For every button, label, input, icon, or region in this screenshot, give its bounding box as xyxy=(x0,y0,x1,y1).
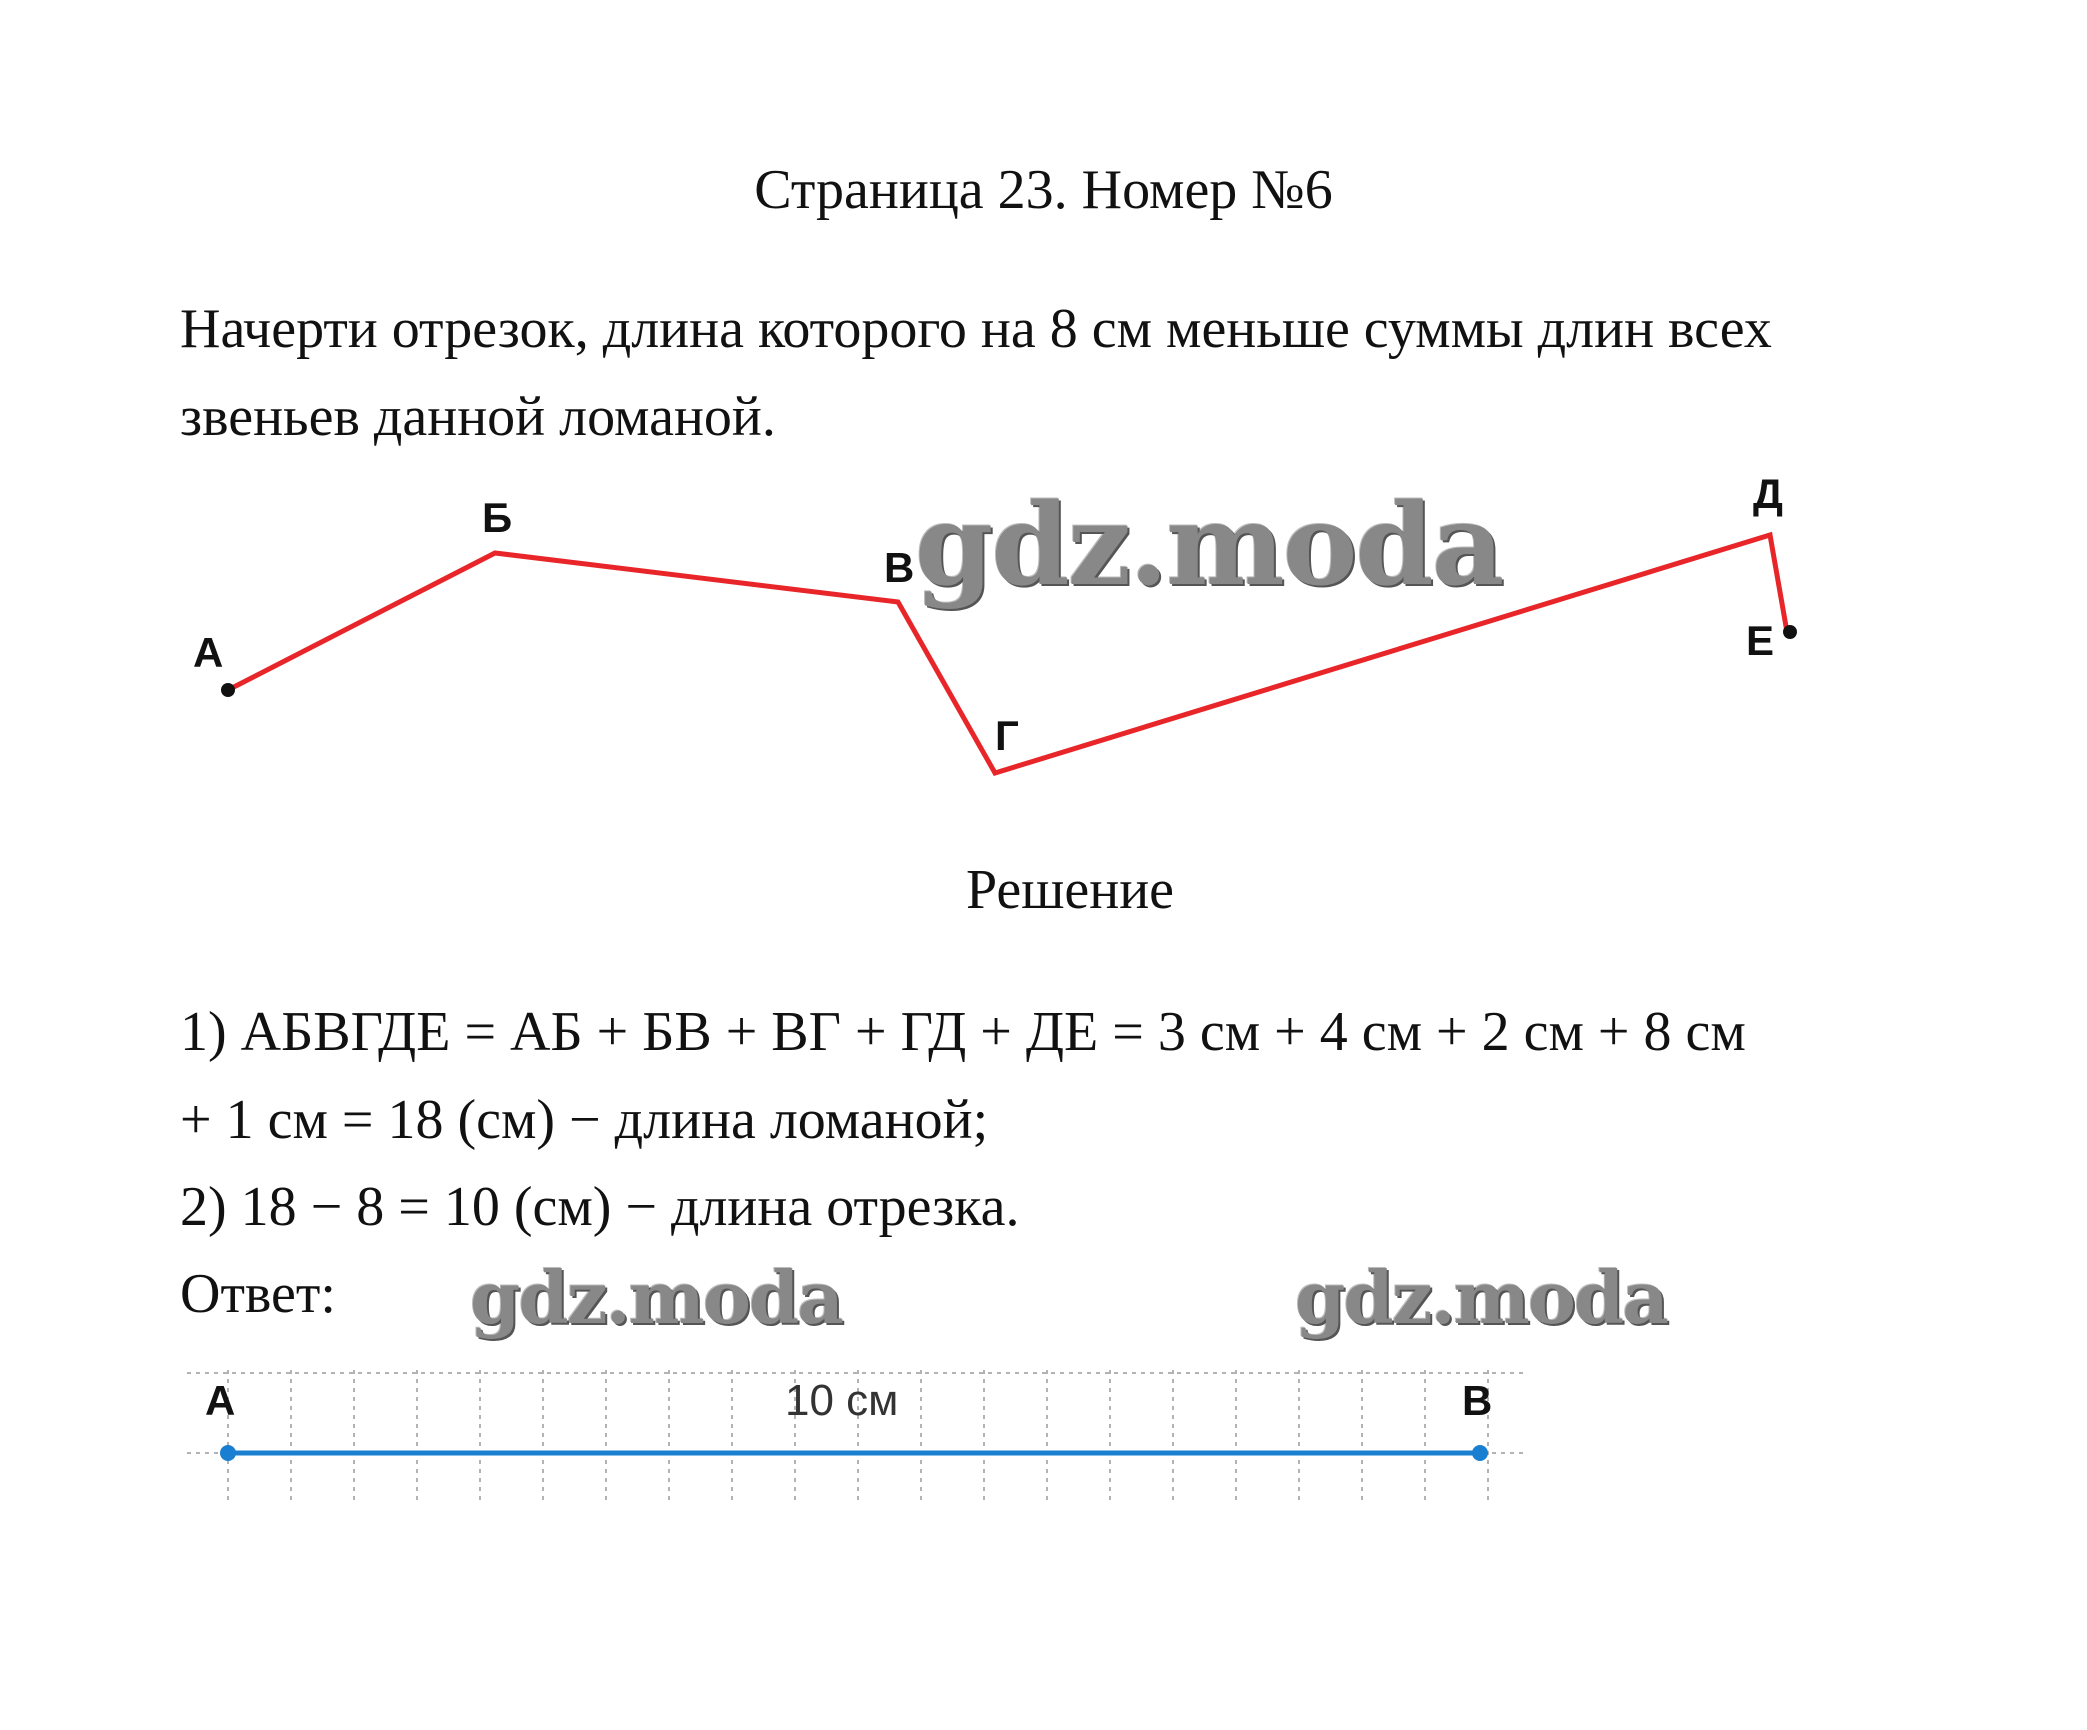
watermark-left: gdz.moda xyxy=(470,1255,842,1340)
watermark-right: gdz.moda xyxy=(1295,1255,1667,1340)
watermark-top: gdz.moda xyxy=(915,480,1503,611)
answer-segment-figure xyxy=(0,1360,1560,1560)
segment-start-point xyxy=(220,1445,236,1461)
label-b: Б xyxy=(482,494,513,541)
segment-end-point xyxy=(1472,1445,1488,1461)
label-a: А xyxy=(193,629,224,676)
label-d: Д xyxy=(1753,470,1783,517)
point-e-dot xyxy=(1783,625,1797,639)
page-title: Страница 23. Номер №6 xyxy=(754,159,1333,221)
solution-line-1: 1) АБВГДЕ = АБ + БВ + ВГ + ГД + ДЕ = 3 см + 4 см + 2 см + 8 см xyxy=(180,1001,1746,1063)
label-g: Г xyxy=(995,712,1019,759)
solution-line-2: + 1 см = 18 (см) − длина ломаной; xyxy=(180,1089,989,1151)
polyline-figure xyxy=(0,0,2087,800)
segment-label-a: А xyxy=(205,1377,236,1424)
segment-label-b: В xyxy=(1462,1377,1493,1424)
label-e: Е xyxy=(1746,617,1775,664)
solution-line-3: 2) 18 − 8 = 10 (см) − длина отрезка. xyxy=(180,1176,1020,1238)
label-v: В xyxy=(884,544,915,591)
point-a-dot xyxy=(221,683,235,697)
answer-label: Ответ: xyxy=(180,1263,336,1325)
task-text: Начерти отрезок, длина которого на 8 см меньше суммы длин всех звеньев данной ломаной. xyxy=(180,298,1772,448)
solution-heading: Решение xyxy=(965,859,1175,921)
segment-length-label: 10 см xyxy=(785,1376,899,1425)
